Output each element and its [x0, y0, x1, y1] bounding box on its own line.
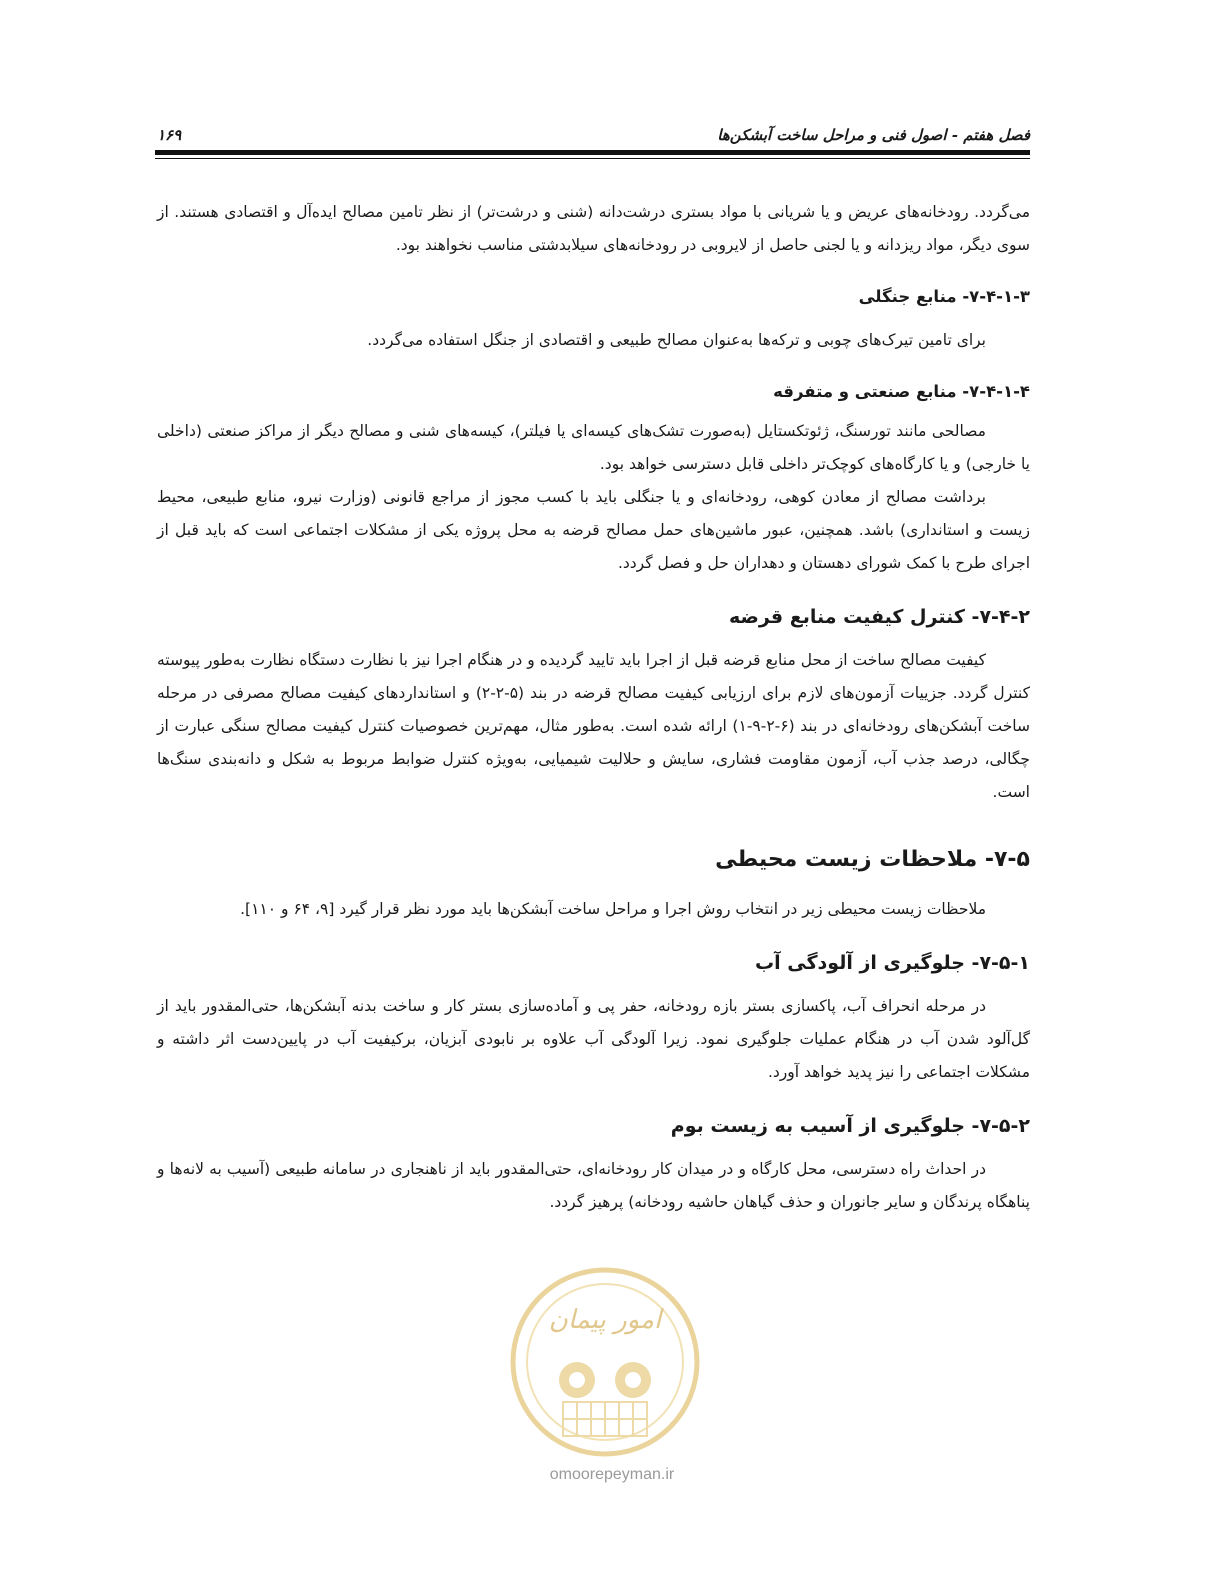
paragraph-quality: کیفیت مصالح ساخت از محل منابع قرضه قبل از اجرا باید تایید گردیده و در هنگام اجرا نیز با نظارت دستگاه نظارت به‌طور پیوسته کنترل گردد. جزییات آزمون‌های لازم برای ارزیابی کیفیت مصالح قرضه در بند (۵-۲-۲) و استانداردهای کیفیت مصالح مصرفی در مرحله ساخت آبشکن‌های رودخانه‌ای در بند (۶-۲-۹-۱) ارائه شده است. به‌طور مثال، مهم‌ترین خصوصیات کنترل کیفیت مصالح سنگی عبارت از چگالی، درصد جذب آب، آزمون مقاومت فشاری، سایش و حلالیت شیمیایی، به‌ویژه کنترل ضوابط مربوط به شکل و دانه‌بندی سنگ‌ها است.	[157, 651, 1030, 801]
paragraph-habitat: در احداث راه دسترسی، محل کارگاه و در میدان کار رودخانه‌ای، حتی‌المقدور باید از ناهنجاری در سامانه طبیعی (آسیب به لانه‌ها و پناهگاه پرندگان و سایر جانوران و حذف گیاهان حاشیه رودخانه) پرهیز گردد.	[157, 1160, 1030, 1211]
svg-text:امور پیمان: امور پیمان	[548, 1305, 662, 1335]
paragraph-intro: می‌گردد. رودخانه‌های عریض و یا شریانی با مواد بستری درشت‌دانه (شنی و درشت‌تر) از نظر تامین مصالح ایده‌آل و اقتصادی هستند. از سوی دیگر، مواد ریزدانه و یا لجنی حاصل از لایروبی در رودخانه‌های سیلابدشتی مناسب نخواهند بود.	[157, 203, 1030, 254]
paragraph-industrial: مصالحی مانند تورسنگ، ژئوتکستایل (به‌صورت تشک‌های کیسه‌ای یا فیلتر)، کیسه‌های شنی و مصالح دیگر از مراکز صنعتی (داخلی یا خارجی) و یا کارگاه‌های کوچک‌تر داخلی قابل دسترسی خواهد بود.	[157, 422, 1030, 473]
paragraph-harvest: برداشت مصالح از معادن کوهی، رودخانه‌ای و یا جنگلی باید با کسب مجوز از مراجع قانونی (وزارت نیرو، منابع طبیعی، محیط زیست و استانداری) باشد. همچنین، عبور ماشین‌های حمل مصالح قرضه به محل پروژه یکی از مشکلات اجتماعی است که باید قبل از اجرای طرح با کمک شورای دهستان و دهداران حل و فصل گردد.	[157, 488, 1030, 572]
paragraph-forest: برای تامین تیرک‌های چوبی و ترکه‌ها به‌عنوان مصالح طبیعی و اقتصادی از جنگل استفاده می‌گردد.	[367, 331, 986, 349]
header-rule-thick	[155, 150, 1030, 155]
watermark-site: omoorepeyman.ir	[549, 1466, 675, 1483]
paragraph-environment: ملاحظات زیست محیطی زیر در انتخاب روش اجرا و مراحل ساخت آبشکن‌ها باید مورد نظر قرار گیرد [۹، ۶۴ و ۱۱۰].	[240, 900, 986, 918]
page-number: ۱۶۹	[157, 126, 182, 144]
paragraph-water: در مرحله انحراف آب، پاکسازی بستر بازه رودخانه، حفر پی و آماده‌سازی بستر کار و ساخت بدنه آبشکن‌ها، حتی‌المقدور باید از گل‌آلود شدن آب در هنگام عملیات جلوگیری نمود. زیرا آلودگی آب علاوه بر نابودی آبزیان، برکیفیت آب در پایین‌دست اثر داشته و مشکلات اجتماعی را نیز پدید خواهد آورد.	[157, 997, 1030, 1081]
body-text	[157, 196, 1030, 1219]
heading-7-4-2: ۷-۴-۲- کنترل کیفیت منابع قرضه	[728, 606, 1030, 628]
heading-7-4-1-3: ۷-۴-۱-۳- منابع جنگلی	[858, 287, 1030, 306]
chapter-title: فصل هفتم - اصول فنی و مراحل ساخت آبشکن‌ها	[717, 126, 1030, 144]
heading-7-5: ۷-۵- ملاحظات زیست محیطی	[715, 847, 1030, 872]
header-rule-thin	[155, 158, 1030, 159]
heading-7-4-1-4: ۷-۴-۱-۴- منابع صنعتی و متفرقه	[773, 382, 1030, 401]
heading-7-5-2: ۷-۵-۲- جلوگیری از آسیب به زیست بوم	[670, 1115, 1030, 1137]
watermark-logo	[505, 1262, 705, 1462]
heading-7-5-1: ۷-۵-۱- جلوگیری از آلودگی آب	[755, 952, 1030, 974]
running-header	[157, 118, 1030, 144]
